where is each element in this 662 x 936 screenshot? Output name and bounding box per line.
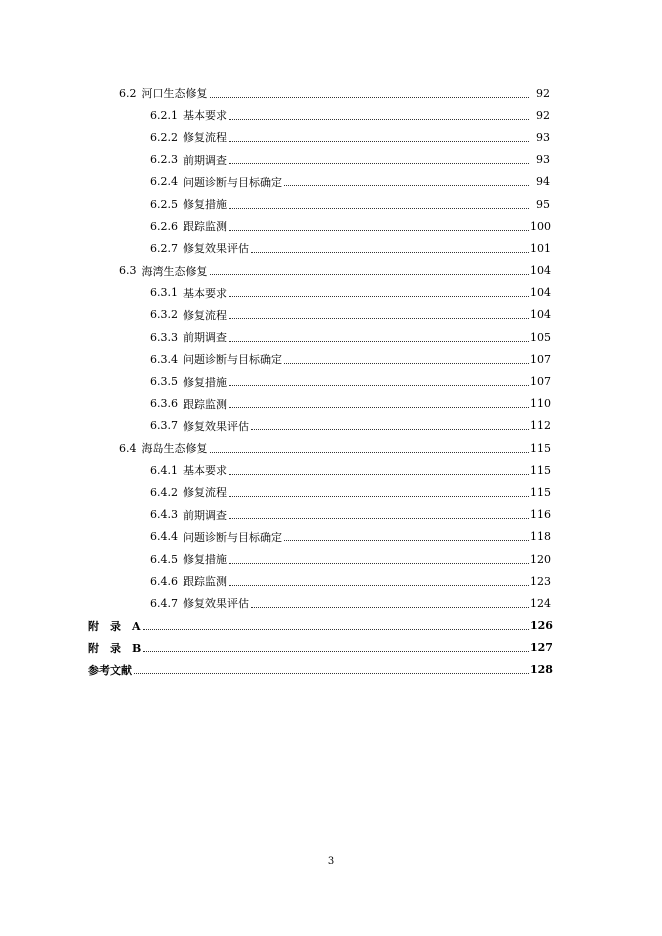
toc-entry-title: 基本要求 <box>183 464 227 478</box>
toc-entry-title: 前期调查 <box>183 153 227 167</box>
toc-entry-page: 92 <box>536 108 550 122</box>
toc-entry[interactable] <box>0 615 662 637</box>
toc-entry-page: 115 <box>530 485 551 499</box>
toc-entry-page: 126 <box>530 619 553 633</box>
toc-dot-leader <box>134 673 529 674</box>
toc-entry[interactable] <box>0 304 662 326</box>
toc-dot-leader <box>229 208 529 209</box>
toc-entry-title: 修复措施 <box>183 198 227 212</box>
toc-entry-title: 修复流程 <box>183 308 227 322</box>
toc-entry[interactable] <box>0 504 662 526</box>
toc-entry-title: 修复效果评估 <box>183 242 249 256</box>
toc-entry-number: 6.2 <box>119 86 137 100</box>
toc-entry-page: 104 <box>530 264 551 278</box>
toc-entry-number: 6.3.1 <box>150 286 178 300</box>
toc-dot-leader <box>284 185 529 186</box>
toc-entry-title: 跟踪监测 <box>183 397 227 411</box>
toc-dot-leader <box>229 296 529 297</box>
toc-dot-leader <box>251 252 529 253</box>
toc-entry-page: 93 <box>536 130 550 144</box>
toc-entry[interactable] <box>0 282 662 304</box>
toc-entry[interactable] <box>0 126 662 148</box>
toc-entry[interactable] <box>0 437 662 459</box>
toc-entry-number: 6.3.6 <box>150 397 178 411</box>
toc-entry-number: 6.4.1 <box>150 463 178 477</box>
toc-dot-leader <box>229 585 529 586</box>
toc-entry[interactable] <box>0 570 662 592</box>
toc-entry-number: 6.4.6 <box>150 574 178 588</box>
toc-dot-leader <box>229 318 529 319</box>
toc-entry-title: 附 录 A <box>88 619 141 633</box>
toc-entry-page: 94 <box>536 175 550 189</box>
toc-entry[interactable] <box>0 193 662 215</box>
toc-entry-page: 92 <box>536 86 550 100</box>
toc-entry[interactable] <box>0 348 662 370</box>
toc-entry[interactable] <box>0 481 662 503</box>
toc-entry-number: 6.2.2 <box>150 130 178 144</box>
toc-entry[interactable] <box>0 415 662 437</box>
toc-dot-leader <box>143 651 529 652</box>
toc-entry-number: 6.3.3 <box>150 330 178 344</box>
toc-dot-leader <box>229 563 529 564</box>
toc-entry[interactable] <box>0 659 662 681</box>
toc-entry-page: 107 <box>530 375 551 389</box>
toc-entry[interactable] <box>0 149 662 171</box>
toc-entry-title: 问题诊断与目标确定 <box>183 530 282 544</box>
toc-entry[interactable] <box>0 370 662 392</box>
toc-entry-title: 修复措施 <box>183 375 227 389</box>
toc-entry-number: 6.4.3 <box>150 508 178 522</box>
toc-entry-number: 6.4 <box>119 441 137 455</box>
toc-dot-leader <box>229 496 529 497</box>
toc-entry[interactable] <box>0 237 662 259</box>
toc-entry-title: 修复效果评估 <box>183 597 249 611</box>
toc-dot-leader <box>229 518 529 519</box>
toc-entry-number: 6.4.7 <box>150 596 178 610</box>
toc-dot-leader <box>251 607 529 608</box>
toc-entry-page: 93 <box>536 153 550 167</box>
toc-dot-leader <box>210 452 530 453</box>
toc-dot-leader <box>210 97 530 98</box>
toc-entry[interactable] <box>0 393 662 415</box>
toc-entry-title: 跟踪监测 <box>183 575 227 589</box>
toc-dot-leader <box>210 274 530 275</box>
toc-entry-page: 104 <box>530 286 551 300</box>
toc-entry[interactable] <box>0 171 662 193</box>
toc-dot-leader <box>143 629 529 630</box>
toc-entry[interactable] <box>0 637 662 659</box>
toc-entry[interactable] <box>0 548 662 570</box>
toc-entry-title: 参考文献 <box>88 663 132 677</box>
toc-entry-number: 6.4.5 <box>150 552 178 566</box>
toc-entry[interactable] <box>0 104 662 126</box>
toc-entry-title: 修复措施 <box>183 553 227 567</box>
toc-entry-page: 101 <box>530 241 551 255</box>
toc-entry-title: 修复流程 <box>183 131 227 145</box>
toc-entry[interactable] <box>0 326 662 348</box>
toc-entry[interactable] <box>0 215 662 237</box>
toc-entry-page: 124 <box>530 596 551 610</box>
toc-entry-page: 104 <box>530 308 551 322</box>
toc-entry-title: 前期调查 <box>183 331 227 345</box>
toc-entry-number: 6.3.5 <box>150 375 178 389</box>
toc-entry-page: 100 <box>530 219 551 233</box>
toc-dot-leader <box>251 429 529 430</box>
toc-entry-number: 6.2.5 <box>150 197 178 211</box>
toc-entry-number: 6.2.3 <box>150 153 178 167</box>
toc-entry-number: 6.3 <box>119 264 137 278</box>
toc-entry-title: 附 录 B <box>88 641 142 655</box>
toc-entry-page: 123 <box>530 574 551 588</box>
toc-entry-page: 107 <box>530 352 551 366</box>
toc-entry-title: 基本要求 <box>183 109 227 123</box>
toc-entry-number: 6.2.4 <box>150 175 178 189</box>
toc-entry-number: 6.4.2 <box>150 485 178 499</box>
page-number: 3 <box>327 856 335 867</box>
toc-entry-page: 115 <box>530 463 551 477</box>
toc-dot-leader <box>229 474 529 475</box>
toc-entry-number: 6.4.4 <box>150 530 178 544</box>
toc-entry-title: 问题诊断与目标确定 <box>183 353 282 367</box>
toc-dot-leader <box>229 163 529 164</box>
toc-entry-page: 118 <box>530 530 551 544</box>
toc-entry-page: 105 <box>530 330 551 344</box>
toc-entry-page: 112 <box>530 419 551 433</box>
toc-dot-leader <box>229 119 529 120</box>
toc-entry[interactable] <box>0 526 662 548</box>
toc-entry-page: 115 <box>530 441 551 455</box>
toc-dot-leader <box>229 407 529 408</box>
toc-entry-page: 110 <box>530 397 551 411</box>
toc-entry-page: 127 <box>530 641 553 655</box>
toc-entry-title: 基本要求 <box>183 286 227 300</box>
toc-entry-title: 修复流程 <box>183 486 227 500</box>
toc-entry-title: 河口生态修复 <box>141 87 208 101</box>
toc-entry-number: 6.2.1 <box>150 108 178 122</box>
toc-entry-title: 海湾生态修复 <box>141 264 208 278</box>
toc-entry-title: 跟踪监测 <box>183 220 227 234</box>
toc-entry[interactable] <box>0 592 662 614</box>
toc-entry-page: 128 <box>530 663 553 677</box>
table-of-contents <box>0 82 662 681</box>
toc-entry-page: 116 <box>530 508 551 522</box>
toc-entry-number: 6.2.7 <box>150 241 178 255</box>
toc-dot-leader <box>229 230 529 231</box>
toc-entry-number: 6.2.6 <box>150 219 178 233</box>
toc-dot-leader <box>229 385 529 386</box>
toc-dot-leader <box>229 341 529 342</box>
toc-entry[interactable] <box>0 82 662 104</box>
toc-entry-number: 6.3.7 <box>150 419 178 433</box>
toc-entry-title: 问题诊断与目标确定 <box>183 175 282 189</box>
toc-entry[interactable] <box>0 260 662 282</box>
toc-dot-leader <box>284 363 529 364</box>
toc-entry-number: 6.3.4 <box>150 352 178 366</box>
toc-entry-page: 95 <box>536 197 550 211</box>
toc-entry-title: 前期调查 <box>183 508 227 522</box>
toc-entry-title: 海岛生态修复 <box>141 442 208 456</box>
toc-dot-leader <box>284 540 529 541</box>
toc-entry[interactable] <box>0 459 662 481</box>
toc-entry-page: 120 <box>530 552 551 566</box>
toc-entry-title: 修复效果评估 <box>183 419 249 433</box>
toc-dot-leader <box>229 141 529 142</box>
toc-entry-number: 6.3.2 <box>150 308 178 322</box>
